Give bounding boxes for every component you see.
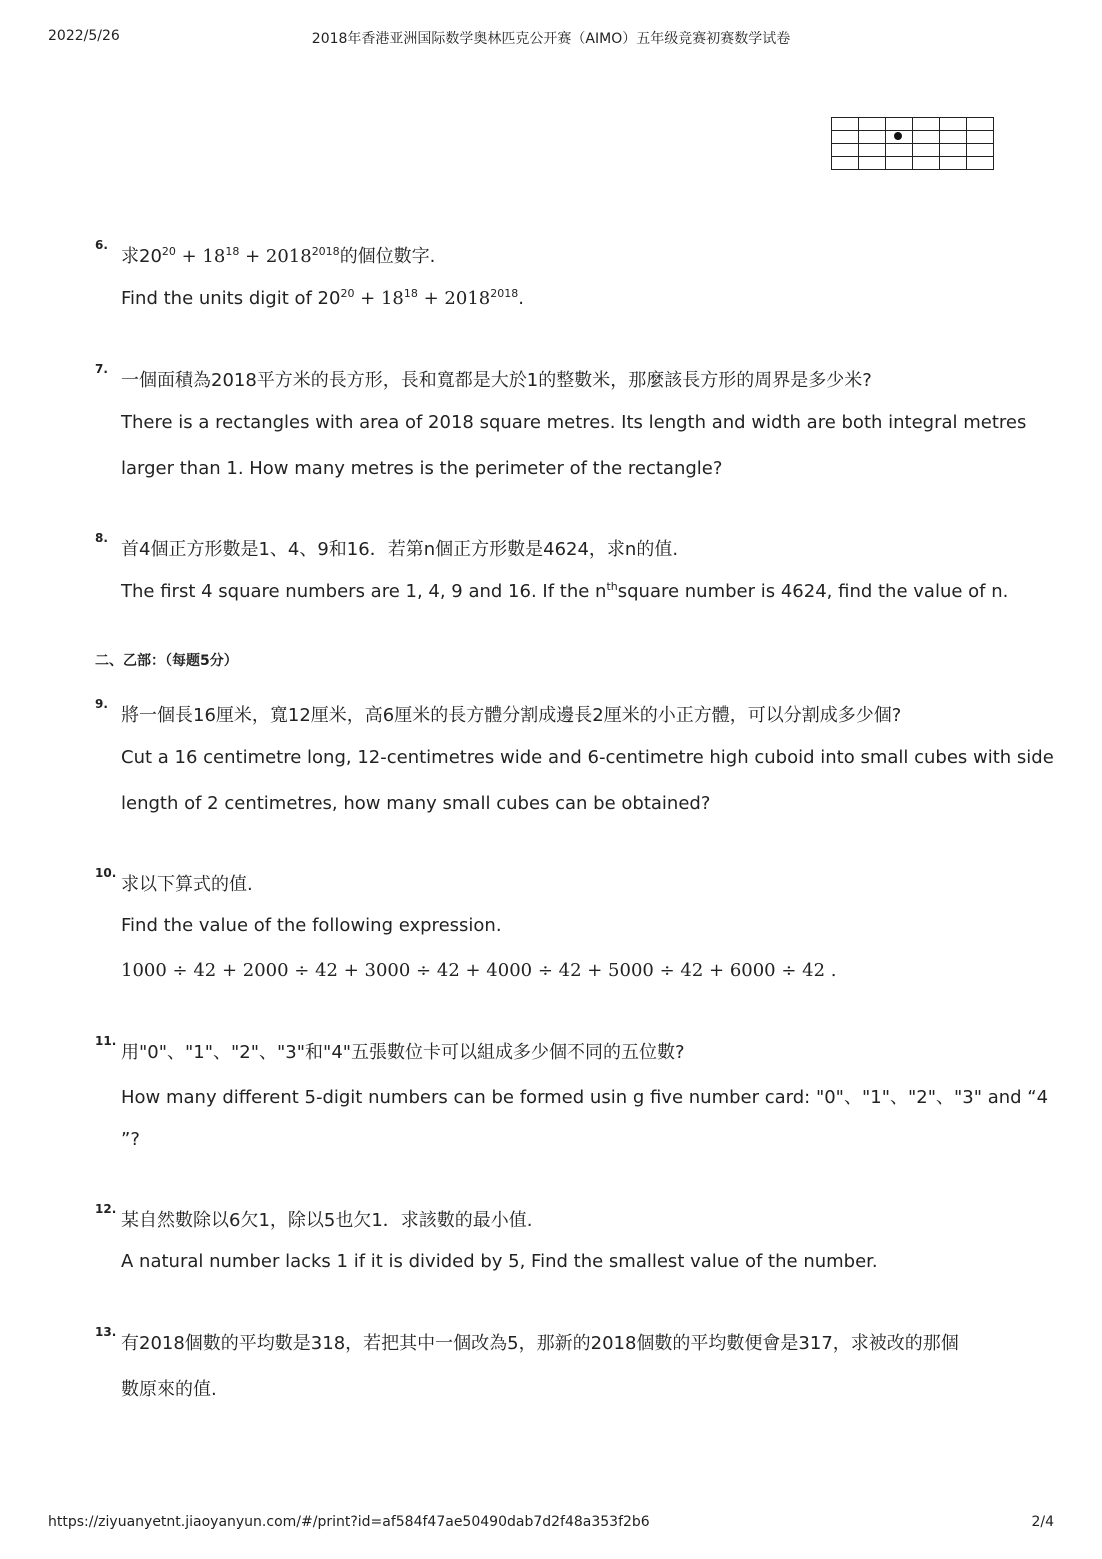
question-7-zh: 一個面積為2018平方米的長方形，長和寬都是大於1的整數米，那麼該長方形的周界是多少米?	[121, 370, 872, 391]
question-7-en-line1: There is a rectangles with area of 2018 square metres. Its length and width are both integral metres	[121, 412, 1027, 433]
dot-grid-figure	[831, 117, 994, 170]
page-url[interactable]: https://ziyuanyetnt.jiaoyanyun.com/#/print?id=af584f47ae50490dab7d2f48a353f2b6	[48, 1514, 650, 1530]
question-11-zh: 用"0"、"1"、"2"、"3"和"4"五張數位卡可以組成多少個不同的五位數?	[121, 1042, 685, 1063]
question-10-en: Find the value of the following expression.	[121, 915, 502, 936]
question-9-zh: 將一個長16厘米，寬12厘米，高6厘米的長方體分割成邊長2厘米的小正方體，可以分割成多少個?	[121, 705, 902, 726]
question-6-zh: 求$20^{20} + 18^{18} + 2018^{2018}$的個位數字.	[121, 245, 436, 267]
page-number: 2/4	[1031, 1514, 1054, 1530]
question-number-10: 10.	[95, 866, 117, 880]
question-10-expression: 1000 ÷ 42 + 2000 ÷ 42 + 3000 ÷ 42 + 4000 ÷ 42 + 5000 ÷ 42 + 6000 ÷ 42 .	[121, 960, 837, 981]
question-12-zh: 某自然數除以6欠1，除以5也欠1．求該數的最小值.	[121, 1210, 533, 1231]
question-13-zh-line1: 有2018個數的平均數是318，若把其中一個改為5，那新的2018個數的平均數便會是317，求被改的那個	[121, 1333, 959, 1354]
question-12-en: A natural number lacks 1 if it is divided by 5, Find the smallest value of the number.	[121, 1251, 878, 1272]
question-number-6: 6.	[95, 238, 108, 252]
document-title: 2018年香港亚洲国际数学奥林匹克公开赛（AIMO）五年级竞赛初赛数学试卷	[311, 31, 791, 47]
question-11-en-line2: ”?	[121, 1129, 140, 1150]
print-date: 2022/5/26	[48, 28, 120, 44]
question-8-zh: 首4個正方形數是1、4、9和16．若第n個正方形數是4624，求n的值.	[121, 539, 679, 560]
question-13-zh-line2: 數原來的值.	[121, 1379, 217, 1400]
grid-dot	[894, 132, 902, 140]
question-7-en-line2: larger than 1. How many metres is the perimeter of the rectangle?	[121, 458, 723, 479]
question-number-13: 13.	[95, 1325, 117, 1339]
question-number-9: 9.	[95, 697, 108, 711]
question-8-en: The first 4 square numbers are 1, 4, 9 and 16. If the $n^{th}square$ number is 4624, find the value of n.	[121, 580, 1009, 602]
question-9-en-line2: length of 2 centimetres, how many small cubes can be obtained?	[121, 793, 711, 814]
question-11-en-line1: How many different 5-digit numbers can be formed usin g five number card: "0"、"1"、"2"、"3" and “4	[121, 1087, 1049, 1108]
question-6-en: Find the units digit of $20^{20} + 18^{18} + 2018^{2018}$.	[121, 287, 524, 309]
question-number-8: 8.	[95, 531, 108, 545]
question-10-zh: 求以下算式的值.	[121, 874, 253, 895]
question-number-12: 12.	[95, 1202, 117, 1216]
question-9-en-line1: Cut a 16 centimetre long, 12-centimetres wide and 6-centimetre high cuboid into small cubes with side	[121, 747, 1054, 768]
section-b-heading: 二、乙部：（每题5分）	[95, 653, 238, 669]
question-number-7: 7.	[95, 362, 108, 376]
question-number-11: 11.	[95, 1034, 117, 1048]
